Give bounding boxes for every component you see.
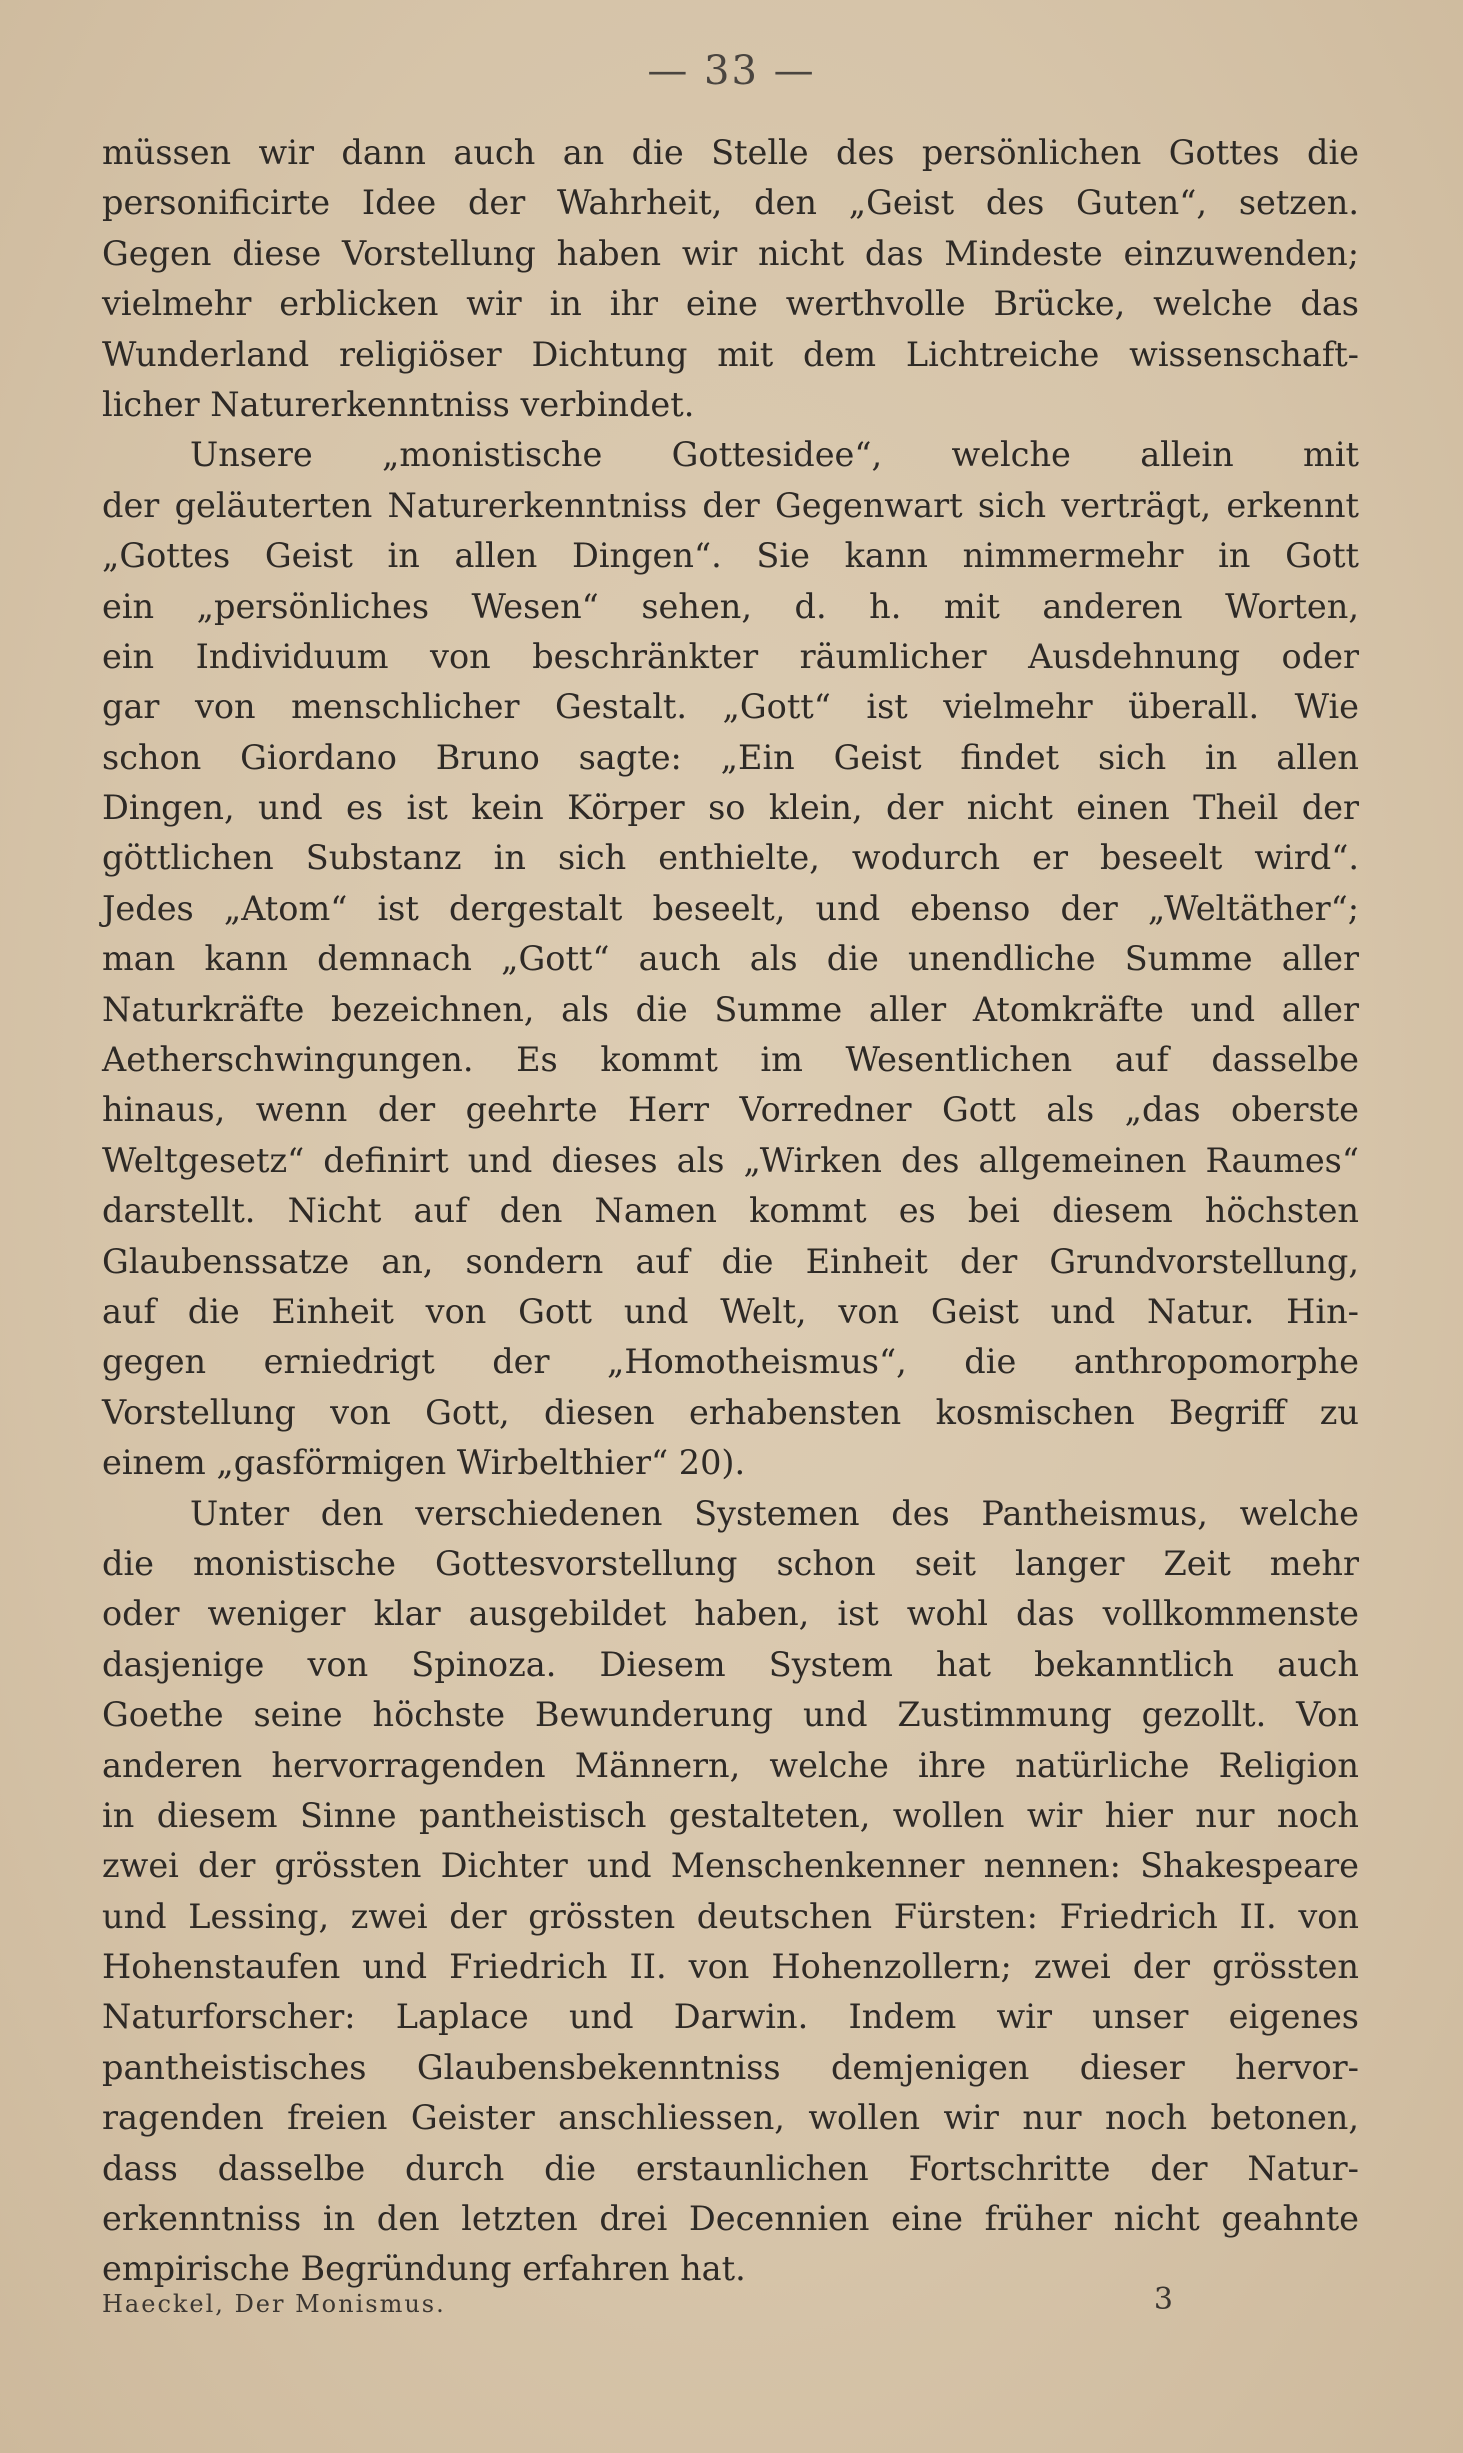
text-line: zwei der grössten Dichter und Menschenkenner nennen: Shakespeare [102, 1846, 1359, 1886]
page-number: — 33 — [647, 48, 816, 94]
text-line: einem „gasförmigen Wirbelthier“ 20). [102, 1443, 746, 1483]
text-line: die monistische Gottesvorstellung schon seit langer Zeit mehr [102, 1543, 1359, 1583]
text-line: und Lessing, zwei der grössten deutschen Fürsten: Friedrich II. von [102, 1896, 1359, 1936]
text-line: ein „persönliches Wesen“ sehen, d. h. mit anderen Worten, [102, 586, 1359, 626]
text-line: Aetherschwingungen. Es kommt im Wesentlichen auf dasselbe [102, 1040, 1359, 1080]
text-line: Goethe seine höchste Bewunderung und Zustimmung gezollt. Von [102, 1695, 1359, 1735]
text-line: Hohenstaufen und Friedrich II. von Hohenzollern; zwei der grössten [102, 1947, 1359, 1987]
text-line: vielmehr erblicken wir in ihr eine werthvolle Brücke, welche das [102, 284, 1359, 324]
text-line: oder weniger klar ausgebildet haben, ist wohl das vollkommenste [102, 1594, 1359, 1634]
signature-mark: 3 [1153, 2282, 1173, 2317]
text-line: Vorstellung von Gott, diesen erhabensten kosmischen Begriff zu [102, 1392, 1359, 1432]
text-line: dasjenige von Spinoza. Diesem System hat bekanntlich auch [102, 1644, 1359, 1684]
text-line: Unsere „monistische Gottesidee“, welche allein mit [190, 435, 1359, 475]
text-line: in diesem Sinne pantheistisch gestalteten, wollen wir hier nur noch [102, 1795, 1359, 1835]
text-line: müssen wir dann auch an die Stelle des persönlichen Gottes die [102, 133, 1359, 172]
text-line: Wunderland religiöser Dichtung mit dem Lichtreiche wissenschaft- [102, 334, 1359, 374]
body-text [102, 128, 1359, 2295]
text-line: gar von menschlicher Gestalt. „Gott“ ist vielmehr überall. Wie [102, 687, 1359, 727]
text-line: Gegen diese Vorstellung haben wir nicht das Mindeste einzuwenden; [102, 233, 1359, 273]
text-line: Unter den verschiedenen Systemen des Pantheismus, welche [190, 1493, 1359, 1533]
text-line: Naturforscher: Laplace und Darwin. Indem wir unser eigenes [102, 1997, 1359, 2037]
text-line: Jedes „Atom“ ist dergestalt beseelt, und ebenso der „Weltäther“; [102, 888, 1359, 928]
text-line: gegen erniedrigt der „Homotheismus“, die anthropomorphe [102, 1342, 1359, 1382]
text-line: Dingen, und es ist kein Körper so klein, der nicht einen Theil der [102, 788, 1359, 828]
text-line: schon Giordano Bruno sagte: „Ein Geist findet sich in allen [102, 737, 1359, 777]
text-line: pantheistisches Glaubensbekenntniss demjenigen dieser hervor- [102, 2047, 1359, 2087]
text-line: ein Individuum von beschränkter räumlicher Ausdehnung oder [102, 636, 1359, 676]
text-line: man kann demnach „Gott“ auch als die unendliche Summe aller [102, 939, 1359, 979]
text-line: dass dasselbe durch die erstaunlichen Fortschritte der Natur- [102, 2148, 1359, 2188]
text-line: erkenntniss in den letzten drei Decennien eine früher nicht geahnte [102, 2199, 1359, 2239]
text-line: der geläuterten Naturerkenntniss der Gegenwart sich verträgt, erkennt [102, 485, 1359, 525]
text-line: darstellt. Nicht auf den Namen kommt es bei diesem höchsten [102, 1191, 1359, 1231]
text-line: anderen hervorragenden Männern, welche ihre natürliche Religion [102, 1745, 1359, 1785]
text-line: personificirte Idee der Wahrheit, den „Geist des Guten“, setzen. [102, 183, 1359, 223]
text-line: auf die Einheit von Gott und Welt, von Geist und Natur. Hin- [102, 1291, 1359, 1331]
footer-citation: Haeckel, Der Monismus. [102, 2290, 446, 2318]
text-line: hinaus, wenn der geehrte Herr Vorredner Gott als „das oberste [102, 1090, 1359, 1130]
text-line: göttlichen Substanz in sich enthielte, wodurch er beseelt wird“. [102, 838, 1359, 878]
text-line: licher Naturerkenntniss verbindet. [102, 384, 695, 424]
text-line: „Gottes Geist in allen Dingen“. Sie kann nimmermehr in Gott [102, 536, 1359, 576]
text-line: empirische Begründung erfahren hat. [102, 2249, 746, 2289]
text-line: Weltgesetz“ definirt und dieses als „Wirken des allgemeinen Raumes“ [102, 1140, 1359, 1180]
text-line: Naturkräfte bezeichnen, als die Summe aller Atomkräfte und aller [102, 989, 1359, 1029]
text-line: Glaubenssatze an, sondern auf die Einheit der Grundvorstellung, [102, 1241, 1359, 1281]
text-line: ragenden freien Geister anschliessen, wollen wir nur noch betonen, [102, 2098, 1359, 2138]
